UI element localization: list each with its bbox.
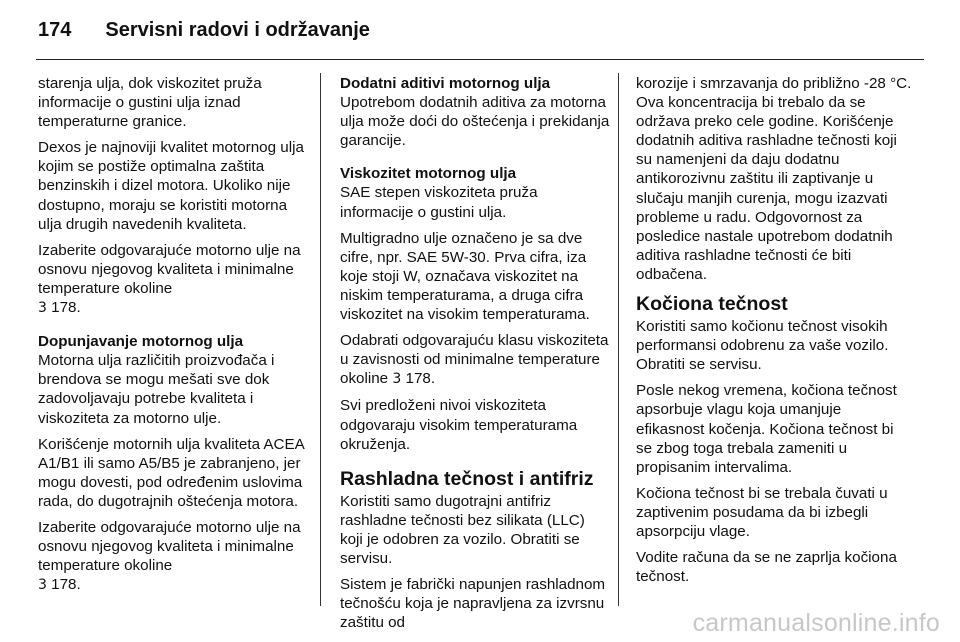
- paragraph: Motorna ulja različitih proizvođača i brendova se mogu mešati sve dok zadovoljavaju potrebe kvaliteta i viskoziteta za motorno ulje.: [38, 352, 275, 427]
- paragraph: Multigradno ulje označeno je sa dve cifre, npr. SAE 5W-30. Prva cifra, iza koje stoji W, označava viskozitet na niskim temperaturama, a druga cifra viskozitet na visokim temperaturama.: [340, 229, 590, 324]
- page-reference-arrow-icon: 3: [392, 371, 402, 388]
- paragraph: Vodite računa da se ne zaprlja kočiona tečnost.: [636, 549, 897, 586]
- page-reference[interactable]: 178.: [405, 370, 436, 388]
- column-separator: [320, 73, 321, 606]
- paragraph: Svi predloženi nivoi viskoziteta odgovaraju visokim temperaturama okruženja.: [340, 397, 578, 453]
- column-1: [38, 74, 313, 602]
- page-reference[interactable]: 178.: [51, 576, 81, 594]
- paragraph: Sistem je fabrički napunjen rashladnom tečnošću koja je napravljena za izvrsnu zaštitu od: [340, 576, 606, 632]
- watermark: carmanualsonline.info: [692, 609, 940, 637]
- paragraph: Upotrebom dodatnih aditiva za motorna ulja može doći do oštećenja i prekidanja garancije.: [340, 94, 610, 150]
- paragraph: Odabrati odgovarajuću klasu viskoziteta u zavisnosti od minimalne temperature okoline 3 178.: [340, 332, 609, 388]
- header-rule: [36, 59, 924, 60]
- paragraph: Izaberite odgovarajuće motorno ulje na osnovu njegovog kvaliteta i minimalne temperature okoline 3 178.: [38, 241, 301, 317]
- paragraph: Posle nekog vremena, kočiona tečnost apsorbuje vlagu koja umanjuje efikasnost kočenja. Kočiona tečnost bi se zbog toga trebala zameniti u propisanim intervalima.: [636, 382, 897, 476]
- column-separator: [618, 73, 619, 606]
- page-number: 174: [38, 18, 72, 41]
- paragraph: Izaberite odgovarajuće motorno ulje na osnovu njegovog kvaliteta i minimalne temperature okoline 3 178.: [38, 518, 301, 594]
- paragraph: korozije i smrzavanja do približno -28 °C. Ova koncentracija bi trebalo da se održava preko cele godine. Korišćenje dodatnih aditiva rashladne tečnosti koji su namenjeni da daju dodatnu antikorozivnu zaštitu ili zaptivanje u slučaju manjih curenja, mogu izazvati probleme u radu. Odgovornost za posledice nastale upotrebom dodatnih aditiva rashladne tečnosti će biti odbačena.: [636, 75, 912, 283]
- page-reference[interactable]: 178.: [51, 299, 81, 317]
- section-heading-viscosity: Viskozitet motornog ulja: [340, 165, 517, 183]
- column-3: [636, 74, 912, 593]
- page-title: Servisni radovi i održavanje: [105, 18, 370, 41]
- paragraph: Korišćenje motornih ulja kvaliteta ACEA A1/B1 ili samo A5/B5 je zabranjeno, jer mogu dovesti, pod određenim uslovima rada, do dugotrajnih oštećenja motora.: [38, 435, 304, 510]
- page-header: [38, 10, 370, 50]
- paragraph: Koristiti samo kočionu tečnost visokih performansi odobrenu za vaše vozilo. Obratiti se servisu.: [636, 318, 889, 374]
- paragraph: Dexos je najnoviji kvalitet motornog ulja kojim se postiže optimalna zaštita benzinskih i dizel motora. Ukoliko nije dostupno, moraju se koristiti motorna ulja drugih navedenih kvaliteta.: [38, 139, 304, 233]
- page-reference-arrow-icon: 3: [38, 577, 47, 594]
- section-heading-additives: Dodatni aditivi motornog ulja: [340, 75, 551, 92]
- section-heading-brake: Kočiona tečnost: [636, 293, 788, 316]
- paragraph: SAE stepen viskoziteta pruža informacije o gustini ulja.: [340, 184, 538, 221]
- page-reference-arrow-icon: 3: [38, 300, 47, 317]
- paragraph: Kočiona tečnost bi se trebala čuvati u zaptivenim posudama da bi izbegli apsorpciju vlage.: [636, 484, 888, 540]
- paragraph: starenja ulja, dok viskozitet pruža informacije o gustini ulja iznad temperaturne granice.: [38, 75, 262, 131]
- column-2: [340, 74, 610, 639]
- section-heading-coolant: Rashladna tečnost i antifriz: [340, 467, 594, 490]
- paragraph: Koristiti samo dugotrajni antifriz rashladne tečnosti bez silikata (LLC) koji je odobren za vozilo. Obratiti se servisu.: [340, 492, 585, 567]
- section-heading-topup: Dopunjavanje motornog ulja: [38, 333, 244, 351]
